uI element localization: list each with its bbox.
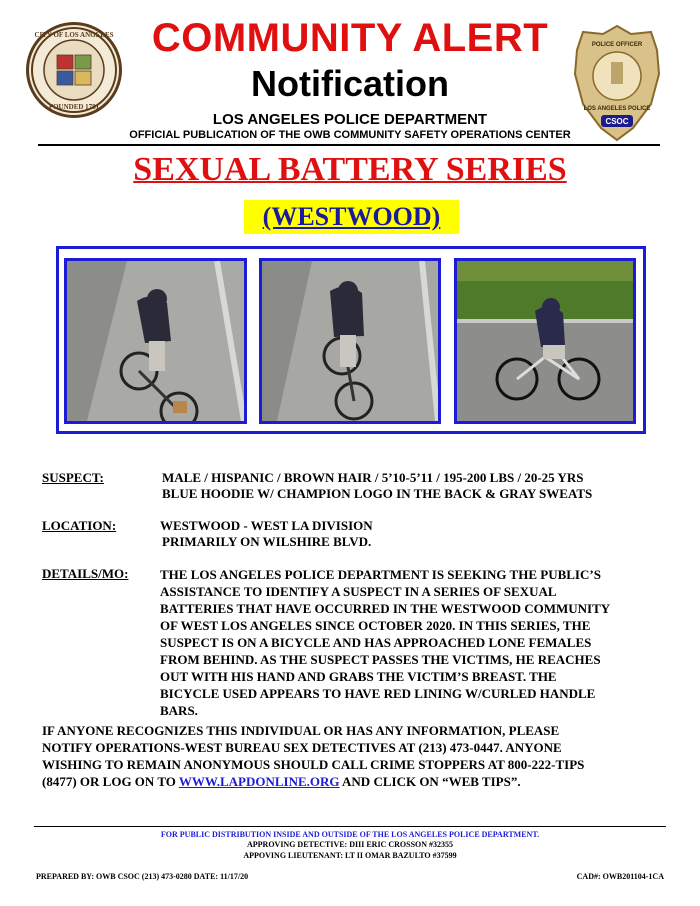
- contact-line: WISHING TO REMAIN ANONYMOUS SHOULD CALL CRIME STOPPERS AT 800-222-TIPS: [42, 757, 585, 772]
- details-line: OUT WITH HIS HAND AND GRABS THE VICTIM’S BREAST. THE: [160, 669, 557, 684]
- alert-title: COMMUNITY ALERT: [151, 16, 549, 60]
- svg-text:LOS ANGELES POLICE: LOS ANGELES POLICE: [583, 106, 651, 112]
- contact-line-4-post: AND CLICK ON “WEB TIPS”.: [339, 774, 521, 789]
- suspect-photo-1-graphic: [67, 261, 244, 421]
- distribution-notice: FOR PUBLIC DISTRIBUTION INSIDE AND OUTSIDE OF THE LOS ANGELES POLICE DEPARTMENT.: [160, 830, 540, 839]
- suspect-photo-3: [454, 258, 636, 424]
- official-publication: OFFICIAL PUBLICATION OF THE OWB COMMUNITY SAFETY OPERATIONS CENTER: [129, 129, 571, 141]
- details-line: BICYCLE USED APPEARS TO HAVE RED LINING W/CURLED HANDLE: [160, 686, 596, 701]
- contact-line-4-pre: (8477) OR LOG ON TO: [42, 774, 179, 789]
- svg-text:CITY OF LOS ANGELES: CITY OF LOS ANGELES: [34, 31, 114, 39]
- location-label: LOCATION:: [42, 518, 117, 533]
- details-line: SUSPECT IS ON A BICYCLE AND HAS APPROACHED LONE FEMALES: [160, 635, 592, 650]
- area-title: (WESTWOOD): [244, 200, 459, 234]
- prepared-by: PREPARED BY: OWB CSOC (213) 473-0280 DATE: 11/17/20: [36, 872, 249, 881]
- contact-line-4: [42, 773, 584, 790]
- details-line: THE LOS ANGELES POLICE DEPARTMENT IS SEEKING THE PUBLIC’S: [160, 567, 601, 582]
- contact-line: NOTIFY OPERATIONS-WEST BUREAU SEX DETECTIVES AT (213) 473-0447. ANYONE: [42, 740, 562, 755]
- contact-paragraph: [42, 722, 584, 790]
- location-line-2: PRIMARILY ON WILSHIRE BLVD.: [162, 534, 372, 549]
- lapdonline-link[interactable]: WWW.LAPDONLINE.ORG: [178, 774, 340, 789]
- notification-title: Notification: [251, 63, 449, 104]
- suspect-photo-1: [64, 258, 247, 424]
- footer-divider: [34, 826, 666, 827]
- cad-number: CAD#: OWB201104-1CA: [576, 872, 664, 881]
- svg-text:POLICE OFFICER: POLICE OFFICER: [591, 42, 643, 48]
- header-divider: [38, 144, 660, 146]
- approving-lieutenant: APPOVING LIEUTENANT: LT II OMAR BAZULTO #37599: [243, 851, 457, 860]
- suspect-description-1: MALE / HISPANIC / BROWN HAIR / 5’10-5’11 / 195-200 LBS / 20-25 YRS: [162, 470, 584, 485]
- details-line: FROM BEHIND. AS THE SUSPECT PASSES THE VICTIMS, HE REACHES: [160, 652, 601, 667]
- details-text: [160, 566, 610, 719]
- details-label: DETAILS/MO:: [42, 566, 129, 581]
- suspect-description-2: BLUE HOODIE W/ CHAMPION LOGO IN THE BACK & GRAY SWEATS: [162, 486, 593, 501]
- series-title: SEXUAL BATTERY SERIES: [133, 151, 567, 188]
- svg-text:FOUNDED 1781: FOUNDED 1781: [48, 103, 100, 111]
- details-line: BATTERIES THAT HAVE OCCURRED IN THE WESTWOOD COMMUNITY: [160, 601, 611, 616]
- suspect-label: SUSPECT:: [42, 470, 104, 485]
- details-line: OF WEST LOS ANGELES SINCE OCTOBER 2020. IN THIS SERIES, THE: [160, 618, 591, 633]
- details-line: BARS.: [160, 703, 198, 718]
- approving-detective: APPROVING DETECTIVE: DIII ERIC CROSSON #32355: [246, 840, 454, 849]
- suspect-photo-2: [259, 258, 441, 424]
- contact-line: IF ANYONE RECOGNIZES THIS INDIVIDUAL OR HAS ANY INFORMATION, PLEASE: [42, 723, 560, 738]
- department-name: LOS ANGELES POLICE DEPARTMENT: [212, 111, 488, 128]
- suspect-photo-2-graphic: [262, 261, 438, 421]
- suspect-photo-3-graphic: [457, 261, 633, 421]
- svg-text:CSOC: CSOC: [605, 117, 629, 126]
- details-line: ASSISTANCE TO IDENTIFY A SUSPECT IN A SERIES OF SEXUAL: [160, 584, 557, 599]
- location-line-1: WESTWOOD - WEST LA DIVISION: [160, 518, 373, 533]
